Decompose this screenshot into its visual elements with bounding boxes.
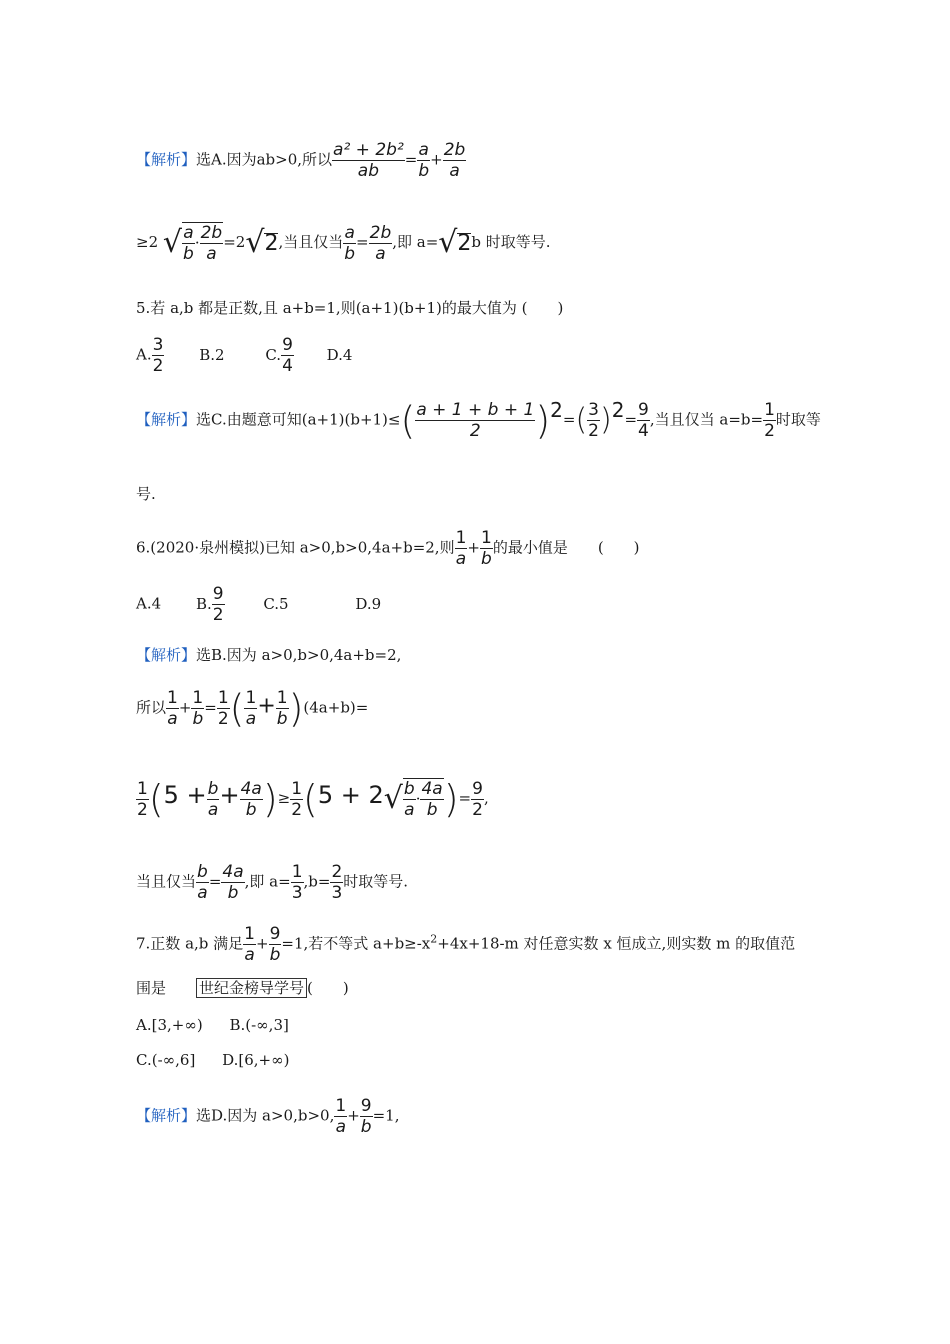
- question-5-options: [136, 335, 352, 376]
- fraction: [369, 223, 393, 264]
- numerator: 3: [588, 400, 599, 420]
- fraction: [360, 1096, 373, 1137]
- numerator: 1: [335, 1096, 347, 1116]
- denominator: b: [481, 549, 492, 569]
- fraction: [269, 924, 282, 965]
- fraction: [240, 779, 263, 820]
- text: 的最小值是 ( ): [492, 538, 640, 557]
- sqrt: [245, 225, 279, 261]
- text: +: [467, 538, 480, 557]
- fraction: [343, 223, 356, 264]
- denominator: 2: [472, 799, 483, 820]
- text: ,即 a=: [244, 872, 291, 891]
- radical-sign: √: [162, 225, 183, 260]
- text: ,即 a=: [392, 233, 439, 251]
- radical-sign: √: [383, 781, 403, 816]
- denominator: a: [369, 243, 393, 264]
- paren-open: (: [303, 777, 318, 821]
- numerator: 4a: [222, 862, 244, 882]
- denominator: 2: [764, 421, 775, 441]
- numerator: 1: [276, 688, 288, 708]
- option-c: C.(-∞,6]: [136, 1051, 196, 1069]
- numerator: 9: [212, 584, 224, 604]
- denominator: b: [240, 799, 263, 820]
- text: +: [178, 698, 192, 717]
- numerator: a: [418, 140, 429, 160]
- numerator: a: [183, 223, 194, 243]
- denominator: 2: [137, 799, 148, 820]
- denominator: b: [360, 1117, 372, 1137]
- denominator: b: [344, 243, 356, 264]
- fraction: [332, 140, 405, 181]
- option-d: D.9: [355, 594, 382, 613]
- denominator: 2: [212, 605, 224, 625]
- denominator: a: [335, 1117, 346, 1137]
- option-c: C.5: [263, 594, 289, 613]
- fraction: [587, 400, 600, 441]
- denominator: a: [244, 945, 255, 965]
- numerator: a: [344, 222, 355, 243]
- text: 时取等: [775, 410, 821, 429]
- analysis-7-line1: [136, 1096, 399, 1137]
- analysis-6-line3: [136, 778, 489, 820]
- numerator: 1: [217, 688, 229, 708]
- fraction: [276, 688, 289, 729]
- text: ,: [483, 789, 489, 807]
- sqrt: [438, 225, 472, 261]
- denominator: b: [269, 945, 281, 965]
- numerator: 9: [269, 924, 281, 944]
- fraction: [182, 223, 195, 264]
- denominator: a: [197, 883, 208, 903]
- numerator: 9: [638, 400, 649, 420]
- fraction: [290, 779, 303, 820]
- analysis-tag: 【解析】: [136, 1106, 197, 1125]
- numerator: 3: [152, 335, 164, 355]
- superscript: 2: [430, 932, 438, 946]
- text: 当且仅当: [136, 872, 197, 891]
- numerator: a² + 2b²: [333, 140, 404, 160]
- text: =: [404, 150, 418, 169]
- text: 围是: [136, 979, 167, 997]
- numerator: 1: [192, 688, 204, 708]
- text: 选B.因为 a>0,b>0,4a+b=2,: [196, 646, 402, 664]
- analysis-tag: 【解析】: [136, 646, 197, 664]
- numerator: 2: [331, 862, 343, 882]
- fraction: [330, 862, 343, 903]
- question-7-options-ab: [136, 1015, 289, 1035]
- question-7-options-cd: [136, 1050, 289, 1070]
- fraction: [455, 528, 468, 569]
- sqrt: [384, 778, 444, 820]
- text: 7.正数 a,b 满足: [136, 934, 244, 953]
- text: ,当且仅当: [278, 233, 344, 251]
- denominator: a: [167, 709, 178, 729]
- denominator: a: [404, 800, 415, 820]
- denominator: 2: [291, 799, 303, 820]
- radicand: 2: [457, 230, 472, 256]
- numerator: 4a: [240, 778, 262, 799]
- numerator: 1: [291, 862, 303, 882]
- analysis-tag: 【解析】: [136, 150, 197, 169]
- question-5: 5.若 a,b 都是正数,且 a+b=1,则(a+1)(b+1)的最大值为 ( ): [136, 299, 564, 317]
- analysis-6-line4: [136, 862, 408, 903]
- fraction: [403, 779, 416, 820]
- radicand: [403, 778, 444, 820]
- radical-sign: √: [438, 225, 458, 261]
- option-a: A.4: [136, 594, 162, 613]
- denominator: a: [207, 799, 219, 820]
- question-7-line2: [136, 978, 349, 998]
- text: 选A.因为ab>0,所以: [196, 150, 333, 169]
- numerator: 9: [282, 335, 293, 355]
- fraction: [217, 688, 230, 729]
- fraction: [221, 862, 244, 903]
- analysis-5-line2: 号.: [136, 485, 156, 503]
- denominator: b: [418, 161, 430, 181]
- question-6-options: [136, 584, 381, 625]
- denominator: a: [443, 160, 467, 181]
- text: 所以: [136, 698, 167, 717]
- text: =1,: [372, 1106, 400, 1125]
- fraction: [480, 528, 493, 569]
- analysis-a-line1: [136, 140, 466, 181]
- fraction: [281, 335, 294, 376]
- numerator: 1: [291, 778, 303, 799]
- paren-close: ): [443, 777, 459, 821]
- text: 时取等号.: [343, 872, 409, 891]
- exponent: 2: [550, 398, 563, 422]
- option-d: D.4: [326, 345, 353, 364]
- text: ·: [415, 789, 421, 808]
- text: ( ): [307, 979, 349, 997]
- analysis-a-line2: [136, 222, 551, 264]
- text: =: [624, 410, 638, 429]
- text: +: [256, 934, 269, 953]
- denominator: b: [183, 244, 194, 264]
- numerator: b: [207, 778, 219, 799]
- option-b: B.: [195, 594, 212, 613]
- text: +: [347, 1106, 360, 1125]
- denominator: ab: [332, 160, 405, 181]
- fraction: [763, 400, 776, 441]
- numerator: 9: [360, 1096, 372, 1116]
- numerator: b: [197, 862, 208, 882]
- denominator: 2: [217, 709, 229, 729]
- radicand: [182, 222, 223, 264]
- numerator: 1: [244, 924, 255, 944]
- denominator: 3: [331, 883, 343, 903]
- option-b: B.2: [199, 345, 225, 364]
- fraction: [415, 400, 535, 441]
- radicand: 2: [264, 230, 279, 256]
- paren-close: ): [535, 398, 551, 443]
- text: ,当且仅当 a=b=: [649, 410, 764, 429]
- denominator: 4: [638, 421, 649, 441]
- option-c: C.: [265, 345, 282, 364]
- denominator: a: [245, 709, 257, 729]
- numerator: 1: [167, 688, 178, 708]
- text: +4x+18-m 对任意实数 x 恒成立,则实数 m 的取值范: [437, 934, 796, 953]
- option-a: A.[3,+∞): [136, 1016, 203, 1034]
- text: 5 + 2: [317, 781, 384, 809]
- text: ·: [194, 233, 200, 252]
- text: ≥2: [136, 233, 159, 251]
- analysis-6-line2: [136, 688, 368, 729]
- paren-open: (: [148, 777, 164, 821]
- denominator: 2: [415, 420, 535, 441]
- text: +: [219, 781, 240, 809]
- denominator: a: [455, 549, 467, 569]
- numerator: a + 1 + b + 1: [416, 400, 535, 420]
- fraction: [420, 779, 443, 820]
- text: 5 +: [163, 781, 207, 809]
- numerator: 2b: [369, 222, 392, 243]
- paren-close: ): [262, 777, 278, 821]
- paren-open: (: [229, 686, 245, 731]
- text: b 时取等号.: [471, 233, 551, 251]
- option-d: D.[6,+∞): [222, 1051, 290, 1069]
- fraction: [136, 779, 149, 820]
- fraction: [471, 779, 484, 820]
- fraction: [200, 223, 224, 264]
- text: 6.(2020·泉州模拟)已知 a>0,b>0,4a+b=2,则: [136, 538, 455, 557]
- fraction: [443, 140, 467, 181]
- text: =: [562, 410, 576, 429]
- numerator: 1: [245, 688, 257, 708]
- denominator: 3: [291, 883, 303, 903]
- denominator: b: [420, 799, 443, 820]
- denominator: b: [221, 882, 244, 903]
- text: =: [208, 872, 222, 891]
- fraction: [637, 400, 650, 441]
- source-box: 世纪金榜导学号: [196, 978, 307, 998]
- text: =: [458, 789, 472, 807]
- paren-open: (: [400, 398, 416, 443]
- text: =2: [223, 233, 246, 251]
- text: +: [430, 150, 443, 169]
- text: +: [257, 693, 276, 719]
- paren-open: (: [575, 402, 588, 438]
- fraction: [212, 584, 225, 625]
- numerator: 1: [455, 528, 467, 548]
- option-b: B.(-∞,3]: [229, 1016, 289, 1034]
- numerator: 1: [764, 400, 775, 420]
- denominator: 2: [152, 356, 164, 376]
- text: 选C.由题意可知(a+1)(b+1)≤: [196, 410, 401, 429]
- fraction: [417, 140, 430, 181]
- denominator: b: [192, 709, 204, 729]
- fraction: [244, 688, 257, 729]
- fraction: [243, 924, 256, 965]
- fraction: [207, 779, 220, 820]
- analysis-5-line1: [136, 400, 821, 441]
- paren-close: ): [600, 402, 612, 438]
- denominator: 4: [282, 356, 293, 376]
- denominator: a: [200, 243, 224, 264]
- analysis-6-line1: [136, 645, 401, 665]
- question-7-line1: [136, 924, 795, 965]
- fraction: [191, 688, 204, 729]
- denominator: b: [276, 709, 288, 729]
- sqrt: [163, 222, 223, 264]
- fraction: [334, 1096, 347, 1137]
- text: ≥: [277, 789, 291, 807]
- numerator: 9: [472, 778, 483, 799]
- fraction: [196, 862, 209, 903]
- numerator: 1: [137, 778, 148, 799]
- analysis-tag: 【解析】: [136, 410, 197, 429]
- numerator: 2b: [200, 223, 223, 243]
- text: (4a+b)=: [303, 698, 369, 717]
- text: =1,若不等式 a+b≥-x: [281, 934, 431, 953]
- numerator: 2b: [443, 140, 466, 160]
- denominator: 2: [588, 421, 599, 441]
- radical-sign: √: [245, 225, 265, 261]
- text: =: [356, 233, 369, 251]
- fraction: [152, 335, 165, 376]
- paren-close: ): [288, 686, 304, 731]
- question-6: [136, 528, 640, 569]
- option-a: A.: [136, 345, 152, 364]
- numerator: 1: [480, 528, 492, 548]
- fraction: [291, 862, 304, 903]
- fraction: [166, 688, 179, 729]
- text: 选D.因为 a>0,b>0,: [196, 1106, 335, 1125]
- text: =: [204, 698, 217, 717]
- text: ,b=: [303, 872, 331, 891]
- exponent: 2: [611, 398, 625, 422]
- numerator: b: [403, 779, 415, 799]
- numerator: 4a: [421, 779, 443, 799]
